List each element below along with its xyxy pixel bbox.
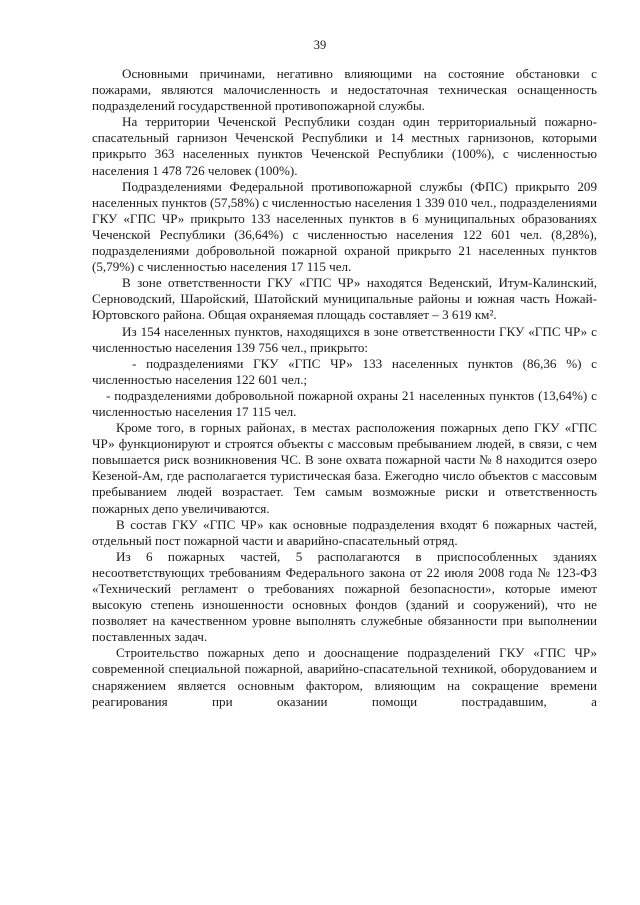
paragraph-9: Строительство пожарных депо и дооснащение подразделений ГКУ «ГПС ЧР» современной специальной пожарной, аварийно-спасательной техникой, оборудованием и снаряжением является основным фактором, влияющим на сокращение времени реагирования при оказании помощи пострадавшим, а xyxy=(92,645,597,709)
paragraph-1: Основными причинами, негативно влияющими на состояние обстановки с пожарами, являются малочисленность и недостаточная техническая оснащенность подразделений государственной противопожарной службы. xyxy=(92,66,597,114)
paragraph-5: Из 154 населенных пунктов, находящихся в зоне ответственности ГКУ «ГПС ЧР» с численностью населения 139 756 чел., прикрыто: xyxy=(92,323,597,355)
list-item-2: - подразделениями добровольной пожарной охраны 21 населенных пунктов (13,64%) с численностью населения 17 115 чел. xyxy=(92,387,597,419)
paragraph-4: В зоне ответственности ГКУ «ГПС ЧР» находятся Веденский, Итум-Калинский, Серноводский, Шаройский, Шатойский муниципальные районы и южная часть Ножай-Юртовского района. Общая охраняемая площадь составляет – 3 619 км². xyxy=(92,275,597,323)
document-body xyxy=(92,66,597,710)
paragraph-2: На территории Чеченской Республики создан один территориальный пожарно-спасательный гарнизон Чеченской Республики и 14 местных гарнизонов, которыми прикрыто 363 населенных пунктов Чеченской Республики (100%), с численностью населения 1 478 726 человек (100%). xyxy=(92,114,597,178)
list-item-1: - подразделениями ГКУ «ГПС ЧР» 133 населенных пунктов (86,36 %) с численностью населения 122 601 чел.; xyxy=(92,355,597,387)
paragraph-3: Подразделениями Федеральной противопожарной службы (ФПС) прикрыто 209 населенных пунктов (57,58%) с численностью населения 1 339 010 чел., подразделениями ГКУ «ГПС ЧР» прикрыто 133 населенных пунктов в 6 муниципальных образованиях Чеченской Республики (36,64%) с численностью населения 122 601 чел. (8,28%), подразделениями добровольной пожарной охраной прикрыто 21 населенных пунктов (5,79%) с численностью населения 17 115 чел. xyxy=(92,178,597,275)
page-number: 39 xyxy=(313,38,327,52)
paragraph-7: В состав ГКУ «ГПС ЧР» как основные подразделения входят 6 пожарных частей, отдельный пост пожарной части и аварийно-спасательный отряд. xyxy=(92,516,597,548)
paragraph-6: Кроме того, в горных районах, в местах расположения пожарных депо ГКУ «ГПС ЧР» функционируют и строятся объекты с массовым пребыванием людей, в связи, с чем повышается риск возникновения ЧС. В зоне охвата пожарной части № 8 находится озеро Кезеной-Ам, где располагается туристическая база. Ежегодно число объектов с массовым пребыванием людей возрастает. Тем самым возможные риски и ответственность пожарных депо увеличиваются. xyxy=(92,420,597,516)
paragraph-8: Из 6 пожарных частей, 5 располагаются в приспособленных зданиях несоответствующих требованиям Федерального закона от 22 июля 2008 года № 123-ФЗ «Технический регламент о требованиях пожарной безопасности», которые имеют высокую степень изношенности основных фондов (зданий и сооружений), что не позволяет на качественном уровне выполнять служебные обязанности при выполнении поставленных задач. xyxy=(92,548,597,645)
